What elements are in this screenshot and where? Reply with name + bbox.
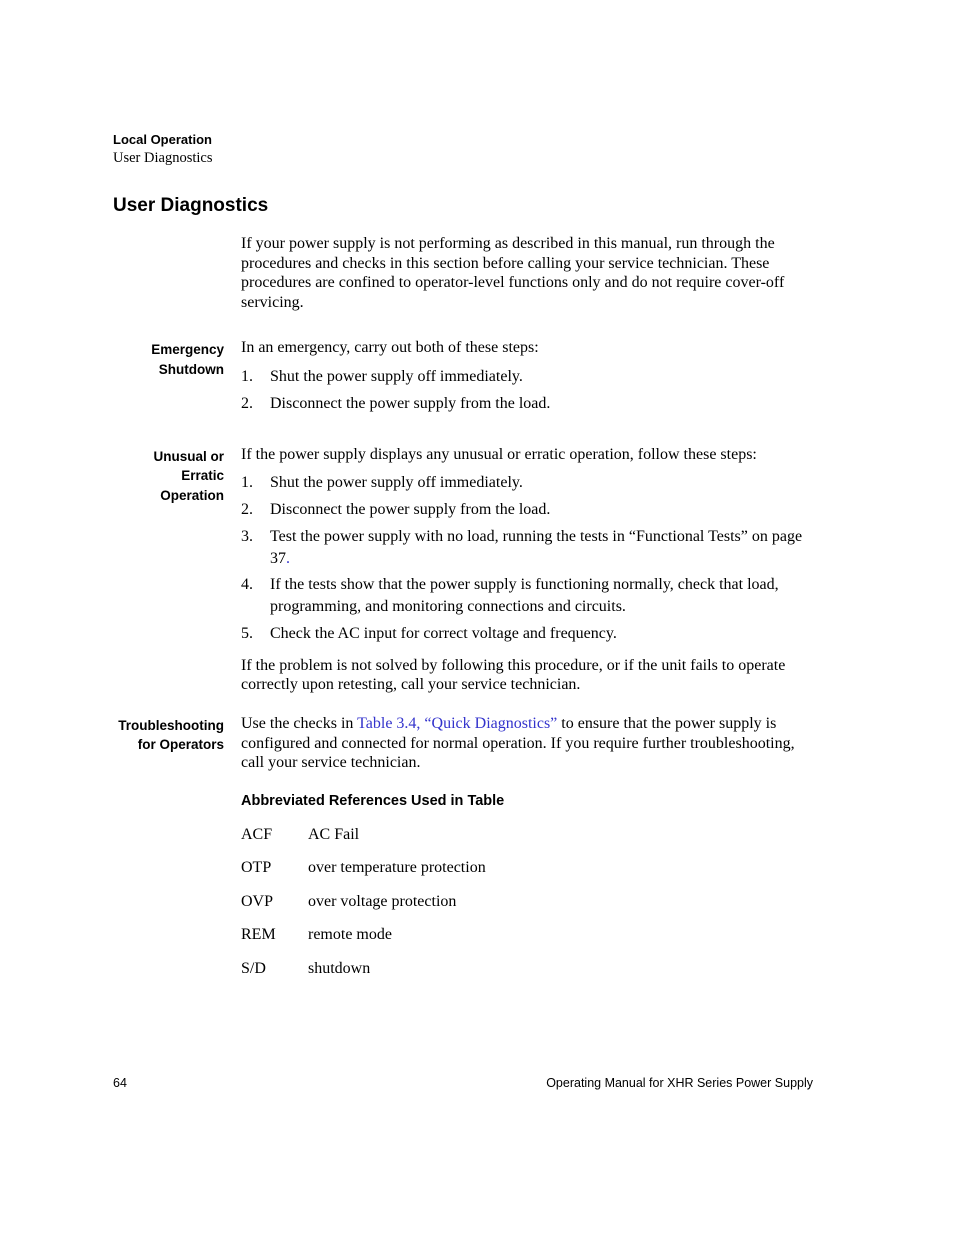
list-item [241, 472, 813, 494]
list-item [241, 526, 813, 570]
list-item [241, 925, 813, 945]
abbreviation-term: REM [241, 926, 276, 944]
step-text [270, 526, 813, 570]
troubleshooting-body [241, 714, 813, 773]
abbreviation-definition: over temperature protection [308, 859, 486, 877]
step-number: 4. [241, 576, 253, 594]
abbreviation-term: ACF [241, 825, 273, 843]
running-header-subsection: User Diagnostics [113, 150, 213, 166]
abbreviations-heading: Abbreviated References Used in Table [241, 792, 505, 809]
emergency-shutdown-label-line1: Emergency [151, 342, 224, 358]
list-item [241, 959, 813, 979]
step-number: 2. [241, 500, 253, 518]
abbreviation-term: OTP [241, 859, 272, 877]
step-text: Shut the power supply off immediately. [270, 474, 523, 492]
emergency-shutdown-intro: In an emergency, carry out both of these steps: [241, 339, 539, 357]
list-item [241, 574, 813, 618]
step-text: Shut the power supply off immediately. [270, 367, 523, 385]
page-footer [113, 1076, 813, 1090]
section-emergency-shutdown [96, 338, 717, 419]
unusual-operation-steps [241, 472, 813, 645]
running-header [113, 131, 717, 168]
troubleshooting-label-line2: for Operators [137, 737, 224, 753]
list-item [241, 393, 813, 415]
step-text: Check the AC input for correct voltage and frequency. [270, 624, 617, 642]
step-text: Disconnect the power supply from the load. [270, 394, 551, 412]
step-number: 5. [241, 624, 253, 642]
emergency-shutdown-label-line2: Shutdown [158, 361, 224, 377]
list-item [241, 892, 813, 912]
step-number: 2. [241, 394, 253, 412]
abbreviations-list [241, 825, 813, 979]
emergency-shutdown-steps [241, 366, 813, 415]
troubleshooting-text-after-link: to ensure that the power supply is configured and connected for normal operation. If you require further troubleshooting, call your service technician. [241, 714, 795, 772]
list-item [241, 499, 813, 521]
abbreviation-definition: over voltage protection [308, 892, 457, 910]
step-text-main: Test the power supply with no load, running the tests in “Functional Tests” on page 37 [270, 527, 803, 567]
unusual-operation-body [241, 445, 813, 695]
step-text: If the tests show that the power supply is functioning normally, check that load, programming, and monitoring connections and circuits. [270, 576, 779, 616]
unusual-operation-label [96, 445, 224, 695]
abbreviation-term: S/D [241, 960, 266, 978]
unusual-operation-intro: If the power supply displays any unusual or erratic operation, follow these steps: [241, 445, 757, 463]
list-item [241, 623, 813, 645]
list-item [241, 858, 813, 878]
unusual-operation-label-line3: Operation [160, 487, 224, 503]
abbreviation-definition: shutdown [308, 960, 371, 978]
step-text: Disconnect the power supply from the load. [270, 500, 551, 518]
footer-manual-title: Operating Manual for XHR Series Power Supply [546, 1076, 813, 1090]
abbreviation-term: OVP [241, 892, 274, 910]
step-number: 1. [241, 474, 253, 492]
running-header-section: Local Operation [113, 132, 212, 147]
unusual-operation-note: If the problem is not solved by following this procedure, or if the unit fails to operate correctly upon retesting, call your service technician. [241, 656, 786, 694]
section-unusual-erratic-operation [96, 445, 803, 695]
troubleshooting-paragraph [241, 714, 813, 773]
abbreviation-definition: AC Fail [308, 825, 360, 843]
page-number: 64 [113, 1076, 127, 1090]
table-3-4-quick-diagnostics-link[interactable]: Table 3.4, “Quick Diagnostics” [357, 714, 558, 732]
list-item [241, 366, 813, 388]
troubleshooting-label-line1: Troubleshooting [118, 717, 224, 733]
step-number: 3. [241, 527, 253, 545]
emergency-shutdown-label [96, 338, 224, 419]
emergency-shutdown-body [241, 338, 813, 419]
page-title: User Diagnostics [113, 195, 269, 216]
unusual-operation-label-line2: Erratic [181, 468, 224, 484]
step-number: 1. [241, 367, 253, 385]
troubleshooting-text-before-link: Use the checks in [241, 714, 358, 732]
abbreviation-definition: remote mode [308, 926, 392, 944]
unusual-operation-label-line1: Unusual or [153, 448, 224, 464]
intro-paragraph: If your power supply is not performing as described in this manual, run through the procedures and checks in this section before calling your service technician. These procedures are confined to operator-level functions only and do not require cover-off servicing. [241, 235, 785, 311]
section-troubleshooting-for-operators [96, 714, 795, 773]
list-item [241, 825, 813, 845]
page-37-link-period[interactable]: . [286, 549, 290, 567]
troubleshooting-label [96, 714, 224, 773]
